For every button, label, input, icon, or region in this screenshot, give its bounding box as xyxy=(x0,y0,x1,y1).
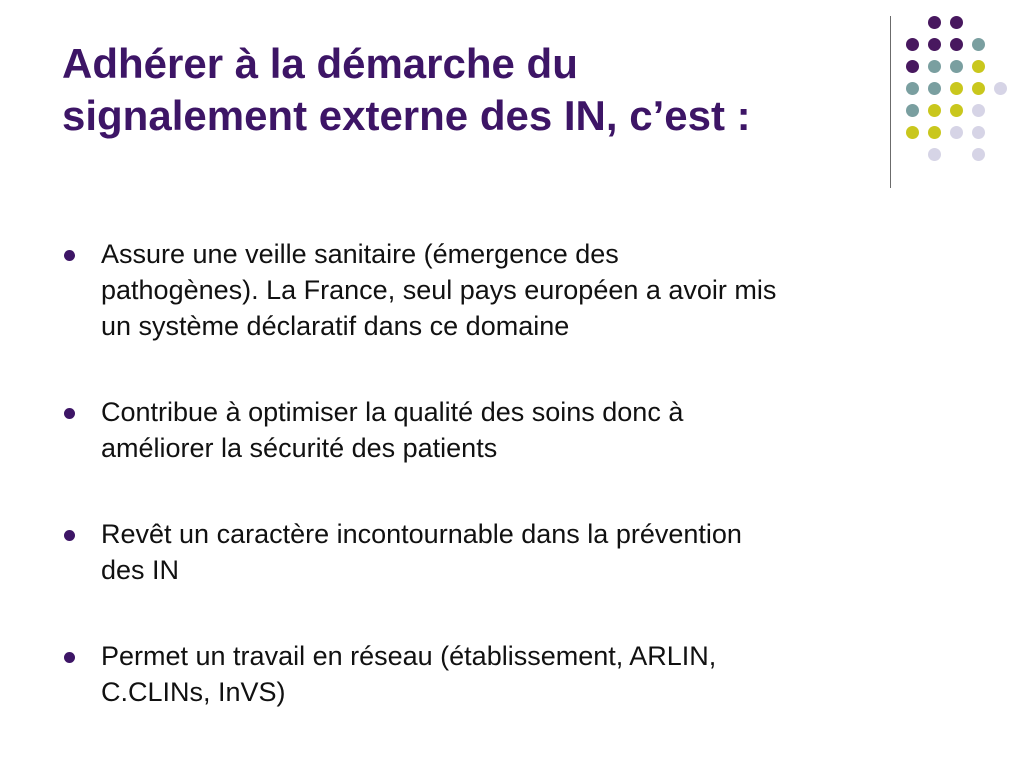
bullet-icon xyxy=(64,408,75,419)
bullet-icon xyxy=(64,250,75,261)
decorative-dot xyxy=(928,126,941,139)
decorative-dot xyxy=(950,104,963,117)
bullet-item-4 xyxy=(60,638,980,710)
bullet-line: un système déclaratif dans ce domaine xyxy=(101,311,570,341)
decorative-dot xyxy=(972,104,985,117)
decorative-dot xyxy=(928,148,941,161)
bullet-line: Assure une veille sanitaire (émergence des xyxy=(101,239,619,269)
bullet-line: des IN xyxy=(101,555,180,585)
decorative-dot xyxy=(928,16,941,29)
decorative-dot xyxy=(928,60,941,73)
title-line-1: Adhérer à la démarche du xyxy=(62,40,578,87)
title-line-2: signalement externe des IN, c’est : xyxy=(62,92,751,139)
bullet-text xyxy=(101,236,980,344)
title-divider xyxy=(890,16,891,188)
decorative-dot xyxy=(950,16,963,29)
decorative-dot xyxy=(972,82,985,95)
bullet-item-3 xyxy=(60,516,980,588)
decorative-dot xyxy=(906,60,919,73)
decorative-dot-grid xyxy=(902,8,1012,168)
decorative-dot xyxy=(972,148,985,161)
bullet-text xyxy=(101,638,980,710)
bullet-line: améliorer la sécurité des patients xyxy=(101,433,498,463)
bullet-line: Contribue à optimiser la qualité des soins donc à xyxy=(101,397,684,427)
bullet-text xyxy=(101,516,980,588)
decorative-dot xyxy=(928,104,941,117)
decorative-dot xyxy=(950,60,963,73)
slide-title xyxy=(62,38,872,142)
bullet-line: pathogènes). La France, seul pays européen a avoir mis xyxy=(101,275,777,305)
decorative-dot xyxy=(928,82,941,95)
decorative-dot xyxy=(950,82,963,95)
decorative-dot xyxy=(950,38,963,51)
decorative-dot xyxy=(972,38,985,51)
bullet-line: Revêt un caractère incontournable dans la prévention xyxy=(101,519,742,549)
decorative-dot xyxy=(994,82,1007,95)
decorative-dot xyxy=(950,126,963,139)
bullet-item-2 xyxy=(60,394,980,466)
decorative-dot xyxy=(906,104,919,117)
bullet-item-1 xyxy=(60,236,980,344)
decorative-dot xyxy=(928,38,941,51)
decorative-dot xyxy=(972,126,985,139)
bullet-text xyxy=(101,394,980,466)
bullet-line: C.CLINs, InVS) xyxy=(101,677,286,707)
bullet-list xyxy=(60,236,980,760)
decorative-dot xyxy=(906,126,919,139)
bullet-icon xyxy=(64,652,75,663)
decorative-dot xyxy=(906,38,919,51)
decorative-dot xyxy=(906,82,919,95)
decorative-dot xyxy=(972,60,985,73)
bullet-icon xyxy=(64,530,75,541)
bullet-line: Permet un travail en réseau (établissement, ARLIN, xyxy=(101,641,717,671)
